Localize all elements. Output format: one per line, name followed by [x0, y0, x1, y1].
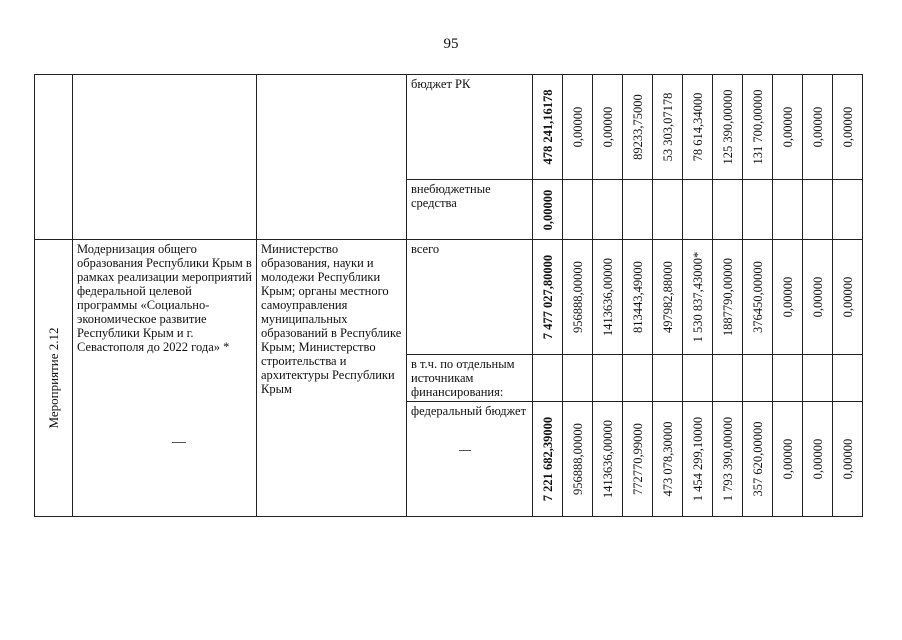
- source-label: бюджет РК: [407, 75, 533, 180]
- source-label: в т.ч. по отдельным источникам финансирования:: [407, 355, 533, 402]
- year-cell: 0,00000: [773, 240, 803, 355]
- source-label: всего: [407, 240, 533, 355]
- measure-title: Модернизация общего образования Республики Крым в рамках реализации мероприятий федеральной целевой программы «Социально-экономическое развитие Республики Крым и г. Севастополя до 2022 года» *: [73, 240, 257, 517]
- year-cell: [623, 180, 653, 240]
- year-cell: [773, 180, 803, 240]
- scan-mark: [459, 450, 471, 451]
- year-cell: [743, 355, 773, 402]
- year-cell: 357 620,00000: [743, 402, 773, 517]
- year-cell: [623, 355, 653, 402]
- year-cell: [743, 180, 773, 240]
- scan-mark: [172, 442, 186, 443]
- total-cell: 478 241,16178: [533, 75, 563, 180]
- year-cell: 0,00000: [833, 402, 863, 517]
- year-cell: 1413636,00000: [593, 402, 623, 517]
- year-cell: 813443,49000: [623, 240, 653, 355]
- year-cell: 0,00000: [593, 75, 623, 180]
- row-budget-rk: [35, 75, 863, 180]
- total-cell: [533, 355, 563, 402]
- measure-executors: Министерство образования, науки и молодежи Республики Крым; органы местного самоуправления муниципальных образований в Республике Крым; Министерство строительства и архитектуры Республики Крым: [257, 240, 407, 517]
- prev-title-cell: [73, 75, 257, 240]
- total-cell: 0,00000: [533, 180, 563, 240]
- year-cell: 1413636,00000: [593, 240, 623, 355]
- year-cell: 772770,99000: [623, 402, 653, 517]
- year-cell: 376450,00000: [743, 240, 773, 355]
- year-cell: [773, 355, 803, 402]
- year-cell: 956888,00000: [563, 240, 593, 355]
- year-cell: [803, 180, 833, 240]
- year-cell: 125 390,00000: [713, 75, 743, 180]
- year-cell: 131 700,00000: [743, 75, 773, 180]
- year-cell: [713, 355, 743, 402]
- year-cell: 956888,00000: [563, 402, 593, 517]
- budget-table: [34, 74, 863, 517]
- year-cell: [563, 180, 593, 240]
- year-cell: [653, 180, 683, 240]
- prev-label-cell: [35, 75, 73, 240]
- year-cell: [803, 355, 833, 402]
- year-cell: 473 078,30000: [653, 402, 683, 517]
- year-cell: [833, 355, 863, 402]
- year-cell: 0,00000: [773, 75, 803, 180]
- year-cell: 0,00000: [833, 240, 863, 355]
- page-number: 95: [443, 36, 459, 52]
- year-cell: [563, 355, 593, 402]
- year-cell: 0,00000: [563, 75, 593, 180]
- total-cell: 7 477 027,80000: [533, 240, 563, 355]
- year-cell: [713, 180, 743, 240]
- year-cell: 89233,75000: [623, 75, 653, 180]
- year-cell: 1887790,00000: [713, 240, 743, 355]
- year-cell: 0,00000: [803, 75, 833, 180]
- year-cell: 1 793 390,00000: [713, 402, 743, 517]
- year-cell: [593, 180, 623, 240]
- year-cell: 78 614,34000: [683, 75, 713, 180]
- measure-label: Мероприятие 2.12: [35, 240, 73, 517]
- year-cell: 0,00000: [803, 402, 833, 517]
- year-cell: [683, 355, 713, 402]
- year-cell: [593, 355, 623, 402]
- year-cell: [653, 355, 683, 402]
- year-cell: [683, 180, 713, 240]
- total-cell: 7 221 682,39000: [533, 402, 563, 517]
- year-cell: 53 303,07178: [653, 75, 683, 180]
- row-total: [35, 240, 863, 355]
- year-cell: 1 454 299,10000: [683, 402, 713, 517]
- source-label: федеральный бюджет: [407, 402, 533, 517]
- year-cell: 1 530 837,43000*: [683, 240, 713, 355]
- prev-executor-cell: [257, 75, 407, 240]
- source-label: внебюджетные средства: [407, 180, 533, 240]
- year-cell: 0,00000: [833, 75, 863, 180]
- year-cell: 497982,88000: [653, 240, 683, 355]
- year-cell: [833, 180, 863, 240]
- year-cell: 0,00000: [773, 402, 803, 517]
- year-cell: 0,00000: [803, 240, 833, 355]
